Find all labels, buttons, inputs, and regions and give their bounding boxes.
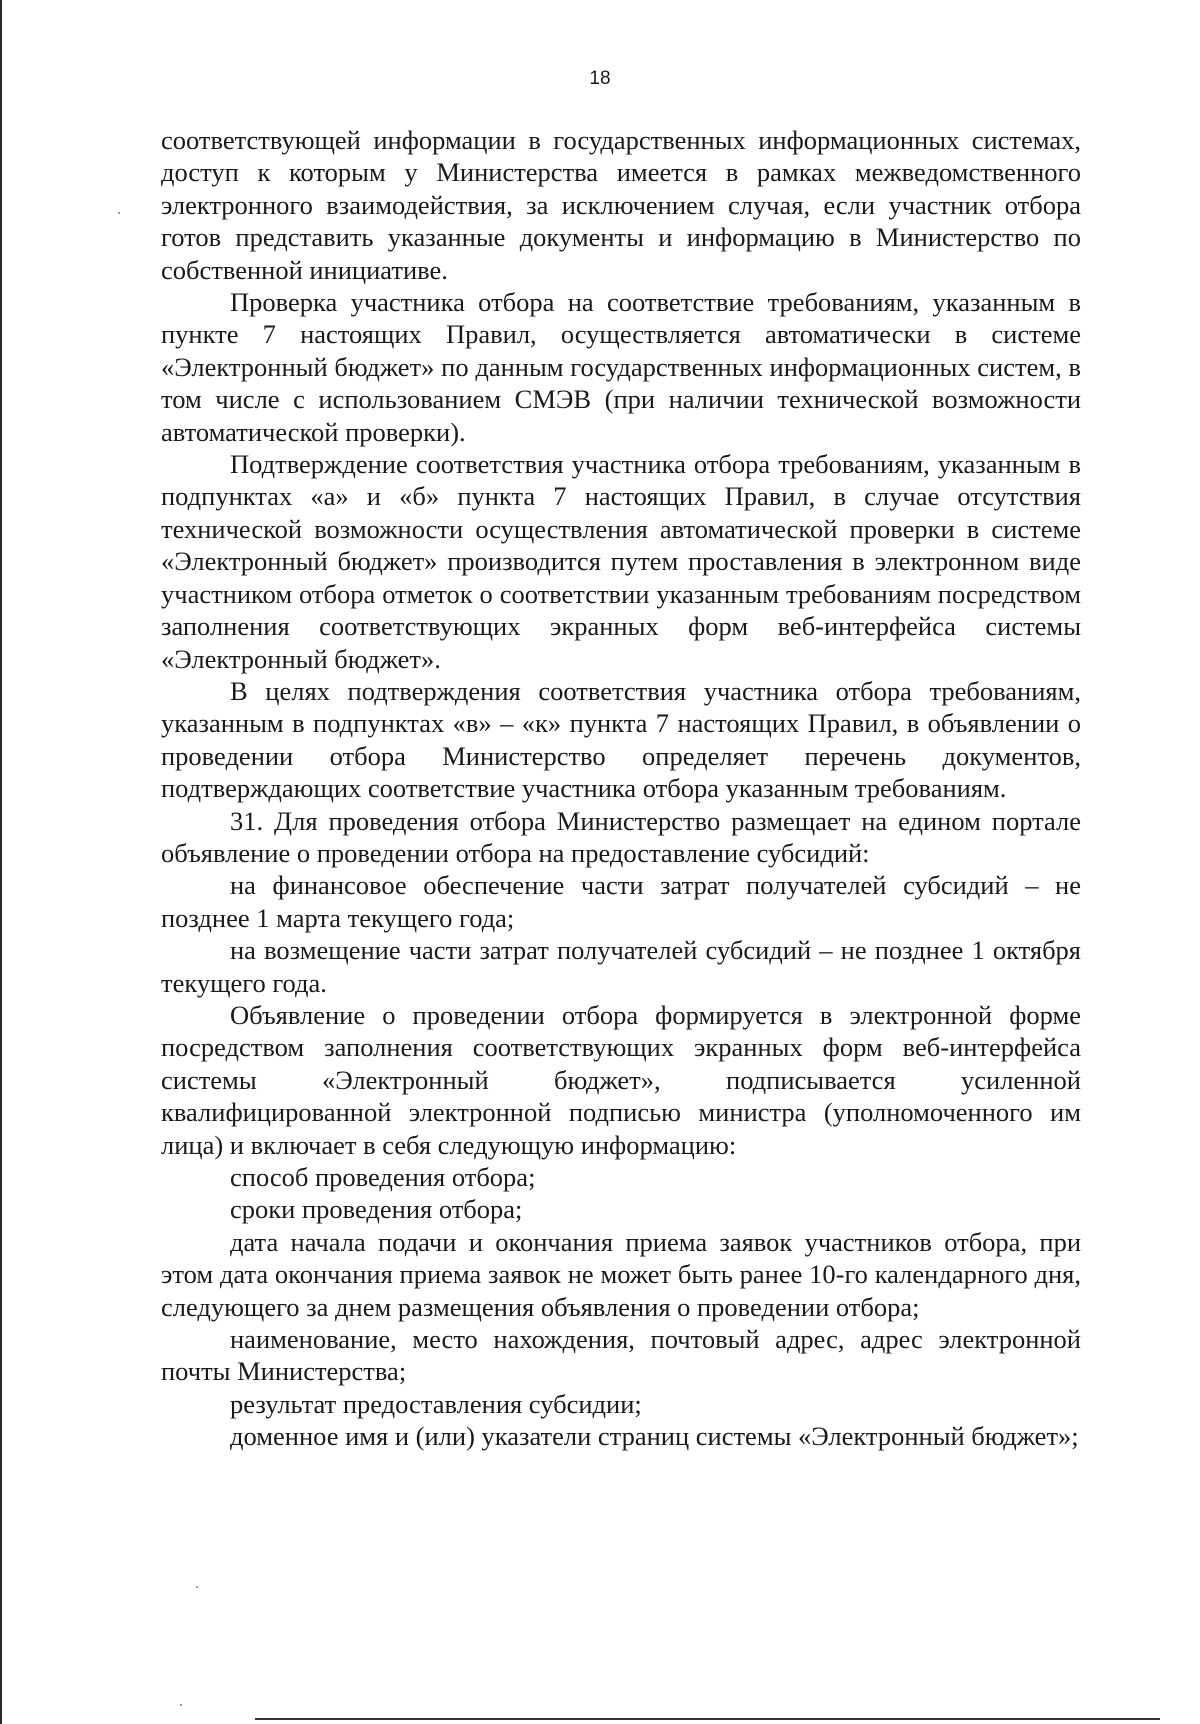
scan-bottom-edge <box>255 1718 1160 1720</box>
paragraph-continuation: соответствующей информации в государственных информационных системах, доступ к которым у Министерства имеется в рамках межведомственного электронного взаимодействия, за исключением случая, если участник отбора готов представить указанные документы и информацию в Министерство по собственной инициативе. <box>161 125 1081 285</box>
paragraph-announcement: Объявление о проведении отбора формируется в электронной форме посредством заполнения соответствующих экранных форм веб-интерфейса системы «Электронный бюджет», подписывается усиленной квалифицированной электронной подписью министра (уполномоченного им лица) и включает в себя следующую информацию: <box>161 999 1081 1160</box>
scan-speck <box>180 1704 182 1706</box>
paragraph-compensation-deadline: на возмещение части затрат получателей субсидий – не позднее 1 октября текущего года. <box>161 935 1081 998</box>
page-number: 18 <box>589 68 611 89</box>
list-item-terms: сроки проведения отбора; <box>230 1194 523 1225</box>
list-item-domain: доменное имя и (или) указатели страниц системы «Электронный бюджет»; <box>230 1421 1079 1452</box>
paragraph-clause-31: 31. Для проведения отбора Министерство размещает на едином портале объявление о проведении отбора на предоставление субсидий: <box>161 805 1081 868</box>
paragraph-confirmation: Подтверждение соответствия участника отбора требованиям, указанным в подпунктах «а» и «б» пункта 7 настоящих Правил, в случае отсутствия технической возможности осуществления автоматической проверки в системе «Электронный бюджет» производится путем проставления в электронном виде участником отбора отметок о соответствии указанным требованиям посредством заполнения соответствующих экранных форм веб-интерфейса системы «Электронный бюджет». <box>161 449 1081 674</box>
document-body <box>161 124 1081 1453</box>
list-item-method: способ проведения отбора; <box>230 1162 536 1192</box>
paragraph-financing-deadline: на финансовое обеспечение части затрат получателей субсидий – не позднее 1 марта текущего года; <box>161 870 1081 933</box>
paragraph-verification: Проверка участника отбора на соответствие требованиям, указанным в пункте 7 настоящих Правил, осуществляется автоматически в системе «Электронный бюджет» по данным государственных информационных систем, в том числе с использованием СМЭВ (при наличии технической возможности автоматической проверки). <box>161 287 1081 447</box>
scan-left-edge <box>0 0 2 1724</box>
scan-speck <box>196 1586 198 1588</box>
list-item-name-address: наименование, место нахождения, почтовый адрес, адрес электронной почты Министерства; <box>161 1324 1081 1387</box>
scan-speck <box>118 212 120 214</box>
list-item-dates: дата начала подачи и окончания приема заявок участников отбора, при этом дата окончания приема заявок не может быть ранее 10-го календарного дня, следующего за днем размещения объявления о проведении отбора; <box>161 1226 1081 1322</box>
paragraph-purpose: В целях подтверждения соответствия участника отбора требованиям, указанным в подпунктах «в» – «к» пункта 7 настоящих Правил, в объявлении о проведении отбора Министерство определяет перечень документов, подтверждающих соответствие участника отбора указанным требованиям. <box>161 675 1081 804</box>
list-item-result: результат предоставления субсидии; <box>230 1388 642 1419</box>
